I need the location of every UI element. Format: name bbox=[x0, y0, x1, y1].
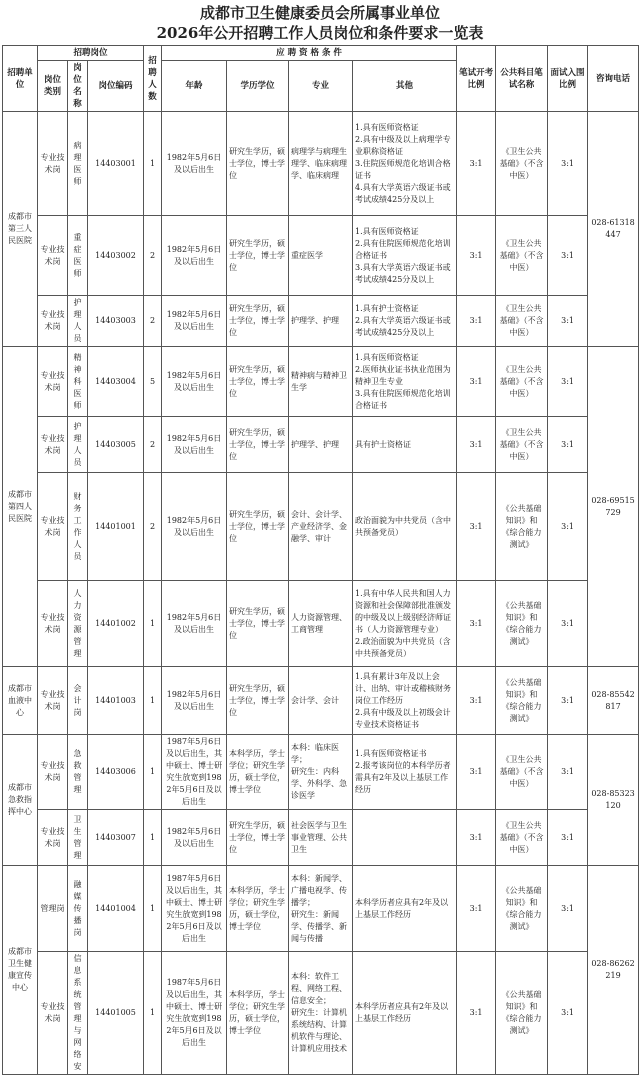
post-type-cell: 专业技术岗 bbox=[38, 216, 68, 296]
exam-subject-cell: 《卫生公共基础》（不含中医） bbox=[496, 216, 548, 296]
edu-cell: 研究生学历，硕士学位，博士学位 bbox=[227, 112, 289, 216]
post-type-cell: 专业技术岗 bbox=[38, 952, 68, 1075]
post-name-cell: 护理人员 bbox=[68, 296, 88, 347]
interview-ratio-cell: 3:1 bbox=[548, 473, 588, 581]
age-cell: 1982年5月6日及以后出生 bbox=[162, 112, 227, 216]
major-cell: 护理学、护理 bbox=[289, 296, 353, 347]
post-name-cell: 融媒传播岗 bbox=[68, 866, 88, 952]
header-unit: 招聘单位 bbox=[3, 46, 38, 112]
interview-ratio-cell: 3:1 bbox=[548, 417, 588, 473]
table-row bbox=[3, 952, 639, 1075]
age-cell: 1982年5月6日及以后出生 bbox=[162, 296, 227, 347]
age-cell: 1987年5月6日及以后出生，其中硕士、博士研究生放宽到1982年5月6日及以后出生 bbox=[162, 866, 227, 952]
interview-ratio-cell: 3:1 bbox=[548, 667, 588, 735]
major-cell: 重症医学 bbox=[289, 216, 353, 296]
post-code-cell: 14401001 bbox=[88, 473, 144, 581]
exam-ratio-cell: 3:1 bbox=[457, 581, 496, 667]
post-type-cell: 专业技术岗 bbox=[38, 347, 68, 417]
exam-subject-cell: 《卫生公共基础》（不含中医） bbox=[496, 296, 548, 347]
other-cell: 1.具有累计3年及以上会计、出纳、审计或稽核财务岗位工作经历 2.具有中级及以上初级会计专业技术资格证书 bbox=[353, 667, 457, 735]
other-cell: 政治面貌为中共党员（含中共预备党员） bbox=[353, 473, 457, 581]
age-cell: 1982年5月6日及以后出生 bbox=[162, 216, 227, 296]
post-name-cell: 信息系统管理与网络安 bbox=[68, 952, 88, 1075]
post-code-cell: 14403005 bbox=[88, 417, 144, 473]
other-cell: 1.具有医师资格证 2.具有中级及以上病理学专业职称资格证 3.住院医师规范化培训合格证书 4.具有大学英语六级证书或考试成绩425分及以上 bbox=[353, 112, 457, 216]
interview-ratio-cell: 3:1 bbox=[548, 866, 588, 952]
edu-cell: 本科学历，学士学位；研究生学历，硕士学位，博士学位 bbox=[227, 952, 289, 1075]
interview-ratio-cell: 3:1 bbox=[548, 581, 588, 667]
post-code-cell: 14403004 bbox=[88, 347, 144, 417]
other-cell: 具有护士资格证 bbox=[353, 417, 457, 473]
exam-ratio-cell: 3:1 bbox=[457, 473, 496, 581]
count-cell: 2 bbox=[144, 296, 162, 347]
exam-subject-cell: 《公共基础知识》和《综合能力测试》 bbox=[496, 952, 548, 1075]
header-phone: 咨询电话 bbox=[588, 46, 639, 112]
table-row bbox=[3, 735, 639, 810]
interview-ratio-cell: 3:1 bbox=[548, 112, 588, 216]
age-cell: 1982年5月6日及以后出生 bbox=[162, 473, 227, 581]
table-row bbox=[3, 667, 639, 735]
post-type-cell: 专业技术岗 bbox=[38, 667, 68, 735]
edu-cell: 本科学历，学士学位；研究生学历，硕士学位，博士学位 bbox=[227, 866, 289, 952]
interview-ratio-cell: 3:1 bbox=[548, 952, 588, 1075]
exam-subject-cell: 《公共基础知识》和《综合能力测试》 bbox=[496, 667, 548, 735]
exam-ratio-cell: 3:1 bbox=[457, 216, 496, 296]
table-row bbox=[3, 473, 639, 581]
other-cell: 本科学历者应具有2年及以上基层工作经历 bbox=[353, 952, 457, 1075]
title-line-1: 成都市卫生健康委员会所属事业单位 bbox=[199, 4, 440, 22]
count-cell: 1 bbox=[144, 866, 162, 952]
major-cell: 会计学、会计 bbox=[289, 667, 353, 735]
post-name-cell: 病理医师 bbox=[68, 112, 88, 216]
phone-cell: 028-86262219 bbox=[588, 866, 639, 1075]
document-title bbox=[0, 0, 640, 43]
edu-cell: 研究生学历，硕士学位，博士学位 bbox=[227, 216, 289, 296]
header-age: 年龄 bbox=[162, 61, 227, 112]
post-name-cell: 精神科医师 bbox=[68, 347, 88, 417]
post-type-cell: 管理岗 bbox=[38, 866, 68, 952]
post-type-cell: 专业技术岗 bbox=[38, 735, 68, 810]
table-row bbox=[3, 810, 639, 866]
major-cell: 精神病与精神卫生学 bbox=[289, 347, 353, 417]
post-code-cell: 14401003 bbox=[88, 667, 144, 735]
post-name-cell: 会计岗 bbox=[68, 667, 88, 735]
other-cell: 1.具有医师资格证书 2.报考该岗位的本科学历者需具有2年及以上基层工作经历 bbox=[353, 735, 457, 810]
unit-cell: 成都市急救指挥中心 bbox=[3, 735, 38, 866]
phone-cell: 028-85323120 bbox=[588, 735, 639, 866]
exam-ratio-cell: 3:1 bbox=[457, 810, 496, 866]
post-type-cell: 专业技术岗 bbox=[38, 810, 68, 866]
major-cell: 本科：新闻学、广播电视学、传播学； 研究生：新闻学、传播学、新闻与传播 bbox=[289, 866, 353, 952]
header-other: 其他 bbox=[353, 61, 457, 112]
unit-cell: 成都市第四人民医院 bbox=[3, 347, 38, 667]
edu-cell: 本科学历，学士学位；研究生学历，硕士学位，博士学位 bbox=[227, 735, 289, 810]
header-quals: 应 聘 资 格 条 件 bbox=[162, 46, 457, 61]
age-cell: 1982年5月6日及以后出生 bbox=[162, 417, 227, 473]
title-line-2: 2026年公开招聘工作人员岗位和条件要求一览表 bbox=[156, 24, 484, 42]
post-name-cell: 卫生管理 bbox=[68, 810, 88, 866]
age-cell: 1982年5月6日及以后出生 bbox=[162, 581, 227, 667]
edu-cell: 研究生学历，硕士学位，博士学位 bbox=[227, 581, 289, 667]
post-type-cell: 专业技术岗 bbox=[38, 296, 68, 347]
unit-cell: 成都市卫生健康宣传中心 bbox=[3, 866, 38, 1075]
header-interview-ratio: 面试入围比例 bbox=[548, 46, 588, 112]
exam-ratio-cell: 3:1 bbox=[457, 417, 496, 473]
count-cell: 5 bbox=[144, 347, 162, 417]
other-cell: 1.具有护士资格证 2.具有大学英语六级证书或考试成绩425分及以上 bbox=[353, 296, 457, 347]
major-cell: 社会医学与卫生事业管理、公共卫生 bbox=[289, 810, 353, 866]
exam-subject-cell: 《卫生公共基础》（不含中医） bbox=[496, 417, 548, 473]
major-cell: 护理学、护理 bbox=[289, 417, 353, 473]
post-code-cell: 14401002 bbox=[88, 581, 144, 667]
exam-subject-cell: 《公共基础知识》和《综合能力测试》 bbox=[496, 473, 548, 581]
table-row bbox=[3, 112, 639, 216]
post-code-cell: 14401004 bbox=[88, 866, 144, 952]
count-cell: 1 bbox=[144, 581, 162, 667]
post-code-cell: 14403001 bbox=[88, 112, 144, 216]
major-cell: 会计、会计学、产业经济学、金融学、审计 bbox=[289, 473, 353, 581]
table-body bbox=[3, 112, 639, 1075]
interview-ratio-cell: 3:1 bbox=[548, 810, 588, 866]
edu-cell: 研究生学历，硕士学位，博士学位 bbox=[227, 473, 289, 581]
age-cell: 1987年5月6日及以后出生，其中硕士、博士研究生放宽到1982年5月6日及以后出生 bbox=[162, 735, 227, 810]
count-cell: 1 bbox=[144, 952, 162, 1075]
table-row bbox=[3, 347, 639, 417]
table-row bbox=[3, 296, 639, 347]
edu-cell: 研究生学历，硕士学位，博士学位 bbox=[227, 667, 289, 735]
interview-ratio-cell: 3:1 bbox=[548, 296, 588, 347]
age-cell: 1982年5月6日及以后出生 bbox=[162, 810, 227, 866]
exam-subject-cell: 《卫生公共基础》（不含中医） bbox=[496, 112, 548, 216]
phone-cell: 028-85542817 bbox=[588, 667, 639, 735]
count-cell: 2 bbox=[144, 473, 162, 581]
other-cell: 本科学历者应具有2年及以上基层工作经历 bbox=[353, 866, 457, 952]
age-cell: 1982年5月6日及以后出生 bbox=[162, 347, 227, 417]
header-major: 专业 bbox=[289, 61, 353, 112]
post-code-cell: 14403007 bbox=[88, 810, 144, 866]
post-name-cell: 财务工作人员 bbox=[68, 473, 88, 581]
exam-ratio-cell: 3:1 bbox=[457, 667, 496, 735]
post-type-cell: 专业技术岗 bbox=[38, 417, 68, 473]
header-post-group: 招聘岗位 bbox=[38, 46, 144, 61]
recruitment-table bbox=[2, 45, 639, 1075]
unit-cell: 成都市第三人民医院 bbox=[3, 112, 38, 347]
exam-ratio-cell: 3:1 bbox=[457, 952, 496, 1075]
edu-cell: 研究生学历，硕士学位，博士学位 bbox=[227, 417, 289, 473]
table-header bbox=[3, 46, 639, 112]
age-cell: 1982年5月6日及以后出生 bbox=[162, 667, 227, 735]
post-name-cell: 重症医师 bbox=[68, 216, 88, 296]
count-cell: 2 bbox=[144, 417, 162, 473]
post-code-cell: 14403003 bbox=[88, 296, 144, 347]
other-cell: 1.具有医师资格证 2.医师执业证书执业范围为精神卫生专业 3.具有住院医师规范化培训合格证书 bbox=[353, 347, 457, 417]
major-cell: 本科：临床医学； 研究生：内科学、外科学、急诊医学 bbox=[289, 735, 353, 810]
exam-subject-cell: 《卫生公共基础》（不含中医） bbox=[496, 735, 548, 810]
post-type-cell: 专业技术岗 bbox=[38, 473, 68, 581]
phone-cell: 028-61318447 bbox=[588, 112, 639, 347]
other-cell bbox=[353, 810, 457, 866]
post-name-cell: 护理人员 bbox=[68, 417, 88, 473]
count-cell: 1 bbox=[144, 667, 162, 735]
major-cell: 病理学与病理生理学、临床病理学、临床病理 bbox=[289, 112, 353, 216]
exam-ratio-cell: 3:1 bbox=[457, 112, 496, 216]
major-cell: 人力资源管理、工商管理 bbox=[289, 581, 353, 667]
post-name-cell: 人力资源管理 bbox=[68, 581, 88, 667]
exam-subject-cell: 《卫生公共基础》（不含中医） bbox=[496, 347, 548, 417]
header-edu: 学历学位 bbox=[227, 61, 289, 112]
interview-ratio-cell: 3:1 bbox=[548, 347, 588, 417]
exam-ratio-cell: 3:1 bbox=[457, 735, 496, 810]
header-post-type: 岗位类别 bbox=[38, 61, 68, 112]
table-row bbox=[3, 417, 639, 473]
count-cell: 1 bbox=[144, 810, 162, 866]
exam-ratio-cell: 3:1 bbox=[457, 347, 496, 417]
exam-subject-cell: 《公共基础知识》和《综合能力测试》 bbox=[496, 581, 548, 667]
table-row bbox=[3, 866, 639, 952]
table-row bbox=[3, 216, 639, 296]
post-code-cell: 14403002 bbox=[88, 216, 144, 296]
other-cell: 1.具有医师资格证 2.具有住院医师规范化培训合格证书 3.具有大学英语六级证书或考试成绩425分及以上 bbox=[353, 216, 457, 296]
post-code-cell: 14401005 bbox=[88, 952, 144, 1075]
count-cell: 1 bbox=[144, 735, 162, 810]
post-type-cell: 专业技术岗 bbox=[38, 581, 68, 667]
header-post-code: 岗位编码 bbox=[88, 61, 144, 112]
post-code-cell: 14403006 bbox=[88, 735, 144, 810]
exam-ratio-cell: 3:1 bbox=[457, 296, 496, 347]
exam-subject-cell: 《公共基础知识》和《综合能力测试》 bbox=[496, 866, 548, 952]
other-cell: 1.具有中华人民共和国人力资源和社会保障部批准颁发的中级及以上级别经济师证书（人力资源管理专业） 2.政治面貌为中共党员（含中共预备党员） bbox=[353, 581, 457, 667]
header-count: 招聘人数 bbox=[144, 46, 162, 112]
header-post-name: 岗位名称 bbox=[68, 61, 88, 112]
header-exam-subject: 公共科目笔试名称 bbox=[496, 46, 548, 112]
edu-cell: 研究生学历，硕士学位，博士学位 bbox=[227, 296, 289, 347]
phone-cell: 028-69515729 bbox=[588, 347, 639, 667]
major-cell: 本科：软件工程、网络工程、信息安全； 研究生：计算机系统结构、计算机软件与理论、计算机应用技术 bbox=[289, 952, 353, 1075]
exam-subject-cell: 《卫生公共基础》（不含中医） bbox=[496, 810, 548, 866]
table-row bbox=[3, 581, 639, 667]
post-type-cell: 专业技术岗 bbox=[38, 112, 68, 216]
count-cell: 1 bbox=[144, 112, 162, 216]
post-name-cell: 急救管理 bbox=[68, 735, 88, 810]
interview-ratio-cell: 3:1 bbox=[548, 216, 588, 296]
exam-ratio-cell: 3:1 bbox=[457, 866, 496, 952]
count-cell: 2 bbox=[144, 216, 162, 296]
interview-ratio-cell: 3:1 bbox=[548, 735, 588, 810]
edu-cell: 研究生学历，硕士学位，博士学位 bbox=[227, 347, 289, 417]
age-cell: 1987年5月6日及以后出生，其中硕士、博士研究生放宽到1982年5月6日及以后出生 bbox=[162, 952, 227, 1075]
unit-cell: 成都市血液中心 bbox=[3, 667, 38, 735]
header-exam-ratio: 笔试开考比例 bbox=[457, 46, 496, 112]
edu-cell: 研究生学历，硕士学位，博士学位 bbox=[227, 810, 289, 866]
